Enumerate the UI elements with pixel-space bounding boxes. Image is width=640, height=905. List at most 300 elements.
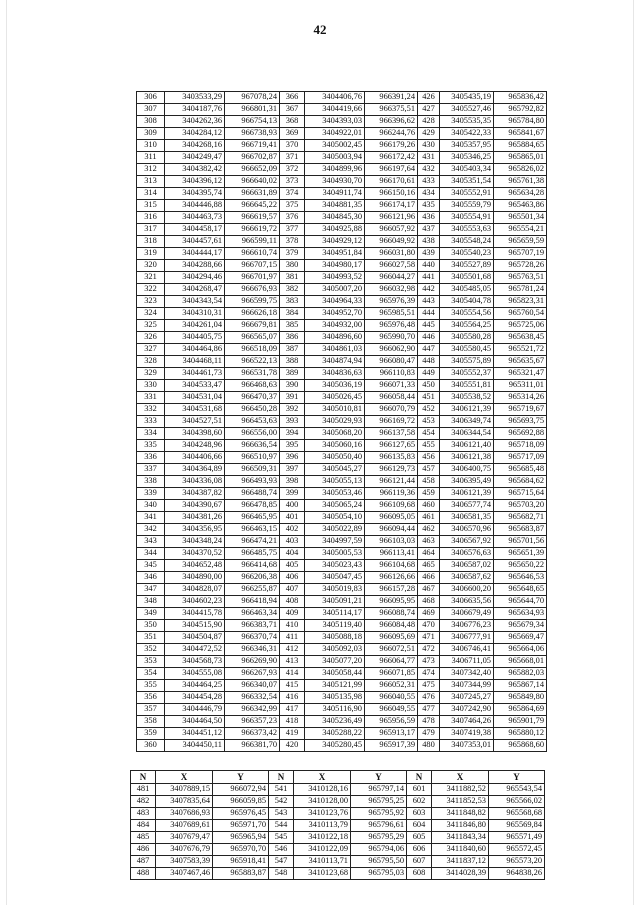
y-coordinate-cell: 966518,09 <box>225 344 280 356</box>
x-coordinate-cell: 3405036,19 <box>305 380 365 392</box>
point-number-cell: 330 <box>137 380 165 392</box>
point-number-cell: 313 <box>137 176 165 188</box>
point-number-cell: 315 <box>137 200 165 212</box>
point-number-cell: 462 <box>418 524 440 536</box>
y-coordinate-cell: 966104,68 <box>365 560 418 572</box>
x-coordinate-cell: 3405088,18 <box>305 632 365 644</box>
y-coordinate-cell: 965718,09 <box>494 440 547 452</box>
y-coordinate-cell: 965956,59 <box>365 716 418 728</box>
y-coordinate-cell: 966631,89 <box>225 188 280 200</box>
x-coordinate-cell: 3404464,25 <box>165 680 225 692</box>
point-number-cell: 459 <box>418 488 440 500</box>
table-row <box>137 308 547 320</box>
y-coordinate-cell: 966701,97 <box>225 272 280 284</box>
y-coordinate-cell: 966370,74 <box>225 632 280 644</box>
point-number-cell: 443 <box>418 296 440 308</box>
table-row <box>137 440 547 452</box>
table-row <box>137 164 547 176</box>
table-row <box>137 728 547 740</box>
x-coordinate-cell: 3411846,80 <box>432 820 489 832</box>
y-coordinate-cell: 966531,78 <box>225 368 280 380</box>
y-coordinate-cell: 966095,69 <box>365 632 418 644</box>
point-number-cell: 357 <box>137 704 165 716</box>
x-coordinate-cell: 3407419,38 <box>440 728 494 740</box>
point-number-cell: 402 <box>280 524 305 536</box>
y-coordinate-cell: 966052,31 <box>365 680 418 692</box>
y-coordinate-cell: 966072,51 <box>365 644 418 656</box>
x-coordinate-cell: 3404993,52 <box>305 272 365 284</box>
table-row <box>137 404 547 416</box>
point-number-cell: 450 <box>418 380 440 392</box>
x-coordinate-cell: 3405026,45 <box>305 392 365 404</box>
y-coordinate-cell: 966197,64 <box>365 164 418 176</box>
point-number-cell: 359 <box>137 728 165 740</box>
x-coordinate-cell: 3404396,12 <box>165 176 225 188</box>
x-coordinate-cell: 3407242,90 <box>440 704 494 716</box>
page-number: 42 <box>313 22 327 37</box>
y-coordinate-cell: 966157,28 <box>365 584 418 596</box>
x-coordinate-cell: 3404930,70 <box>305 176 365 188</box>
y-coordinate-cell: 965784,80 <box>494 116 547 128</box>
point-number-cell: 348 <box>137 596 165 608</box>
y-coordinate-cell: 965717,09 <box>494 452 547 464</box>
y-coordinate-cell: 965311,01 <box>494 380 547 392</box>
point-number-cell: 451 <box>418 392 440 404</box>
y-coordinate-cell: 966172,42 <box>365 152 418 164</box>
point-number-cell: 606 <box>407 844 432 856</box>
table-row <box>137 476 547 488</box>
y-coordinate-cell: 965841,67 <box>494 128 547 140</box>
y-coordinate-cell: 965682,71 <box>494 512 547 524</box>
point-number-cell: 398 <box>280 476 305 488</box>
table-row <box>137 716 547 728</box>
point-number-cell: 367 <box>280 104 305 116</box>
x-coordinate-cell: 3405002,45 <box>305 140 365 152</box>
x-coordinate-cell: 3404419,66 <box>305 104 365 116</box>
y-coordinate-cell: 966071,33 <box>365 380 418 392</box>
y-coordinate-cell: 965864,69 <box>494 704 547 716</box>
point-number-cell: 476 <box>418 692 440 704</box>
point-number-cell: 452 <box>418 404 440 416</box>
x-coordinate-cell: 3404899,96 <box>305 164 365 176</box>
point-number-cell: 411 <box>280 632 305 644</box>
point-number-cell: 446 <box>418 332 440 344</box>
x-coordinate-cell: 3404464,50 <box>165 716 225 728</box>
table-row <box>137 680 547 692</box>
point-number-cell: 412 <box>280 644 305 656</box>
point-number-cell: 406 <box>280 572 305 584</box>
y-coordinate-cell: 966088,74 <box>365 608 418 620</box>
table-row <box>131 796 545 808</box>
x-coordinate-cell: 3404602,23 <box>165 596 225 608</box>
point-number-cell: 466 <box>418 572 440 584</box>
table-row <box>137 416 547 428</box>
y-coordinate-cell: 965634,93 <box>494 608 547 620</box>
point-number-cell: 414 <box>280 668 305 680</box>
point-number-cell: 605 <box>407 832 432 844</box>
y-coordinate-cell: 966332,54 <box>225 692 280 704</box>
point-number-cell: 483 <box>131 808 156 820</box>
table-row <box>131 844 545 856</box>
point-number-cell: 467 <box>418 584 440 596</box>
y-coordinate-cell: 965781,24 <box>494 284 547 296</box>
point-number-cell: 455 <box>418 440 440 452</box>
x-coordinate-cell: 3404249,47 <box>165 152 225 164</box>
point-number-cell: 419 <box>280 728 305 740</box>
y-coordinate-cell: 965761,38 <box>494 176 547 188</box>
y-coordinate-cell: 965314,26 <box>494 392 547 404</box>
x-coordinate-cell: 3404390,67 <box>165 500 225 512</box>
x-coordinate-cell: 3404911,74 <box>305 188 365 200</box>
x-coordinate-cell: 3404515,90 <box>165 620 225 632</box>
x-coordinate-cell: 3405357,95 <box>440 140 494 152</box>
x-coordinate-cell: 3404451,12 <box>165 728 225 740</box>
x-coordinate-cell: 3405485,05 <box>440 284 494 296</box>
y-coordinate-cell: 966169,72 <box>365 416 418 428</box>
x-coordinate-cell: 3404454,28 <box>165 692 225 704</box>
point-number-cell: 471 <box>418 632 440 644</box>
y-coordinate-cell: 965867,14 <box>494 680 547 692</box>
scan-edge-left <box>6 0 7 905</box>
x-coordinate-cell: 3407835,64 <box>156 796 213 808</box>
table-row <box>137 488 547 500</box>
x-coordinate-cell: 3405580,45 <box>440 344 494 356</box>
point-number-cell: 441 <box>418 272 440 284</box>
point-number-cell: 368 <box>280 116 305 128</box>
y-coordinate-cell: 965976,48 <box>365 320 418 332</box>
x-coordinate-cell: 3404262,36 <box>165 116 225 128</box>
y-coordinate-cell: 965572,45 <box>489 844 545 856</box>
y-coordinate-cell: 967078,24 <box>225 92 280 104</box>
x-coordinate-cell: 3405580,28 <box>440 332 494 344</box>
point-number-cell: 447 <box>418 344 440 356</box>
y-coordinate-cell: 966485,75 <box>225 548 280 560</box>
y-coordinate-cell: 966072,94 <box>213 784 269 796</box>
x-coordinate-cell: 3407686,93 <box>156 808 213 820</box>
point-number-cell: 347 <box>137 584 165 596</box>
y-coordinate-cell: 965648,65 <box>494 584 547 596</box>
point-number-cell: 381 <box>280 272 305 284</box>
x-coordinate-cell: 3407679,47 <box>156 832 213 844</box>
y-coordinate-cell: 966084,48 <box>365 620 418 632</box>
x-coordinate-cell: 3411882,52 <box>432 784 489 796</box>
y-coordinate-cell: 965976,45 <box>213 808 269 820</box>
table-row <box>137 692 547 704</box>
point-number-cell: 355 <box>137 680 165 692</box>
y-coordinate-cell: 966357,23 <box>225 716 280 728</box>
x-coordinate-cell: 3404533,47 <box>165 380 225 392</box>
point-number-cell: 463 <box>418 536 440 548</box>
point-number-cell: 380 <box>280 260 305 272</box>
point-number-cell: 388 <box>280 356 305 368</box>
point-number-cell: 338 <box>137 476 165 488</box>
point-number-cell: 417 <box>280 704 305 716</box>
x-coordinate-cell: 3410123,76 <box>294 808 351 820</box>
x-coordinate-cell: 3410122,18 <box>294 832 351 844</box>
y-coordinate-cell: 966463,34 <box>225 608 280 620</box>
y-coordinate-cell: 965976,39 <box>365 296 418 308</box>
x-coordinate-cell: 3404261,04 <box>165 320 225 332</box>
table-row <box>131 820 545 832</box>
point-number-cell: 546 <box>269 844 294 856</box>
x-coordinate-cell: 3404952,70 <box>305 308 365 320</box>
y-coordinate-cell: 966174,17 <box>365 200 418 212</box>
table-row <box>137 380 547 392</box>
point-number-cell: 390 <box>280 380 305 392</box>
y-coordinate-cell: 966619,72 <box>225 224 280 236</box>
x-coordinate-cell: 3405060,16 <box>305 440 365 452</box>
x-coordinate-cell: 3404504,87 <box>165 632 225 644</box>
y-coordinate-cell: 965796,61 <box>351 820 407 832</box>
x-coordinate-cell: 3405236,49 <box>305 716 365 728</box>
point-number-cell: 371 <box>280 152 305 164</box>
header-x: X <box>432 771 489 784</box>
x-coordinate-cell: 3406400,75 <box>440 464 494 476</box>
y-coordinate-cell: 965836,42 <box>494 92 547 104</box>
y-coordinate-cell: 966478,85 <box>225 500 280 512</box>
point-number-cell: 404 <box>280 548 305 560</box>
point-number-cell: 354 <box>137 668 165 680</box>
point-number-cell: 470 <box>418 620 440 632</box>
x-coordinate-cell: 3404468,11 <box>165 356 225 368</box>
point-number-cell: 373 <box>280 176 305 188</box>
point-number-cell: 316 <box>137 212 165 224</box>
x-coordinate-cell: 3411837,12 <box>432 856 489 868</box>
x-coordinate-cell: 3404951,84 <box>305 248 365 260</box>
point-number-cell: 602 <box>407 796 432 808</box>
y-coordinate-cell: 965685,48 <box>494 464 547 476</box>
table-row <box>137 212 547 224</box>
y-coordinate-cell: 966206,38 <box>225 572 280 584</box>
x-coordinate-cell: 3405552,37 <box>440 368 494 380</box>
point-number-cell: 469 <box>418 608 440 620</box>
point-number-cell: 339 <box>137 488 165 500</box>
y-coordinate-cell: 966110,83 <box>365 368 418 380</box>
y-coordinate-cell: 965703,20 <box>494 500 547 512</box>
y-coordinate-cell: 965569,84 <box>489 820 545 832</box>
table-row <box>137 632 547 644</box>
x-coordinate-cell: 3404393,03 <box>305 116 365 128</box>
point-number-cell: 386 <box>280 332 305 344</box>
x-coordinate-cell: 3405552,91 <box>440 188 494 200</box>
x-coordinate-cell: 3405091,21 <box>305 596 365 608</box>
y-coordinate-cell: 966599,11 <box>225 236 280 248</box>
point-number-cell: 541 <box>269 784 294 796</box>
y-coordinate-cell: 965543,54 <box>489 784 545 796</box>
y-coordinate-cell: 966137,58 <box>365 428 418 440</box>
x-coordinate-cell: 3404861,03 <box>305 344 365 356</box>
point-number-cell: 344 <box>137 548 165 560</box>
header-x: X <box>294 771 351 784</box>
x-coordinate-cell: 3404356,95 <box>165 524 225 536</box>
y-coordinate-cell: 966474,21 <box>225 536 280 548</box>
y-coordinate-cell: 965321,47 <box>494 368 547 380</box>
x-coordinate-cell: 3410113,79 <box>294 820 351 832</box>
y-coordinate-cell: 966626,18 <box>225 308 280 320</box>
x-coordinate-cell: 3404446,79 <box>165 704 225 716</box>
x-coordinate-cell: 3407344,99 <box>440 680 494 692</box>
header-x: X <box>156 771 213 784</box>
x-coordinate-cell: 3405346,25 <box>440 152 494 164</box>
point-number-cell: 484 <box>131 820 156 832</box>
point-number-cell: 353 <box>137 656 165 668</box>
y-coordinate-cell: 966610,74 <box>225 248 280 260</box>
y-coordinate-cell: 966418,94 <box>225 596 280 608</box>
x-coordinate-cell: 3404461,73 <box>165 368 225 380</box>
x-coordinate-cell: 3405065,24 <box>305 500 365 512</box>
y-coordinate-cell: 966049,92 <box>365 236 418 248</box>
point-number-cell: 433 <box>418 176 440 188</box>
point-number-cell: 479 <box>418 728 440 740</box>
y-coordinate-cell: 966340,07 <box>225 680 280 692</box>
y-coordinate-cell: 965795,29 <box>351 832 407 844</box>
x-coordinate-cell: 3404457,61 <box>165 236 225 248</box>
x-coordinate-cell: 3406587,02 <box>440 560 494 572</box>
y-coordinate-cell: 965880,12 <box>494 728 547 740</box>
y-coordinate-cell: 966738,93 <box>225 128 280 140</box>
point-number-cell: 307 <box>137 104 165 116</box>
y-coordinate-cell: 965795,25 <box>351 796 407 808</box>
y-coordinate-cell: 966373,42 <box>225 728 280 740</box>
x-coordinate-cell: 3405003,94 <box>305 152 365 164</box>
coordinates-table-second-body <box>131 784 545 880</box>
y-coordinate-cell: 966599,75 <box>225 296 280 308</box>
y-coordinate-cell: 966094,44 <box>365 524 418 536</box>
y-coordinate-cell: 966470,37 <box>225 392 280 404</box>
y-coordinate-cell: 966267,93 <box>225 668 280 680</box>
x-coordinate-cell: 3411848,82 <box>432 808 489 820</box>
y-coordinate-cell: 966032,98 <box>365 284 418 296</box>
y-coordinate-cell: 966121,96 <box>365 212 418 224</box>
x-coordinate-cell: 3407464,26 <box>440 716 494 728</box>
table-row <box>137 536 547 548</box>
x-coordinate-cell: 3406777,91 <box>440 632 494 644</box>
point-number-cell: 428 <box>418 116 440 128</box>
x-coordinate-cell: 3404845,30 <box>305 212 365 224</box>
header-n: N <box>407 771 432 784</box>
point-number-cell: 385 <box>280 320 305 332</box>
y-coordinate-cell: 965794,06 <box>351 844 407 856</box>
point-number-cell: 396 <box>280 452 305 464</box>
x-coordinate-cell: 3406600,20 <box>440 584 494 596</box>
y-coordinate-cell: 965990,70 <box>365 332 418 344</box>
point-number-cell: 369 <box>280 128 305 140</box>
y-coordinate-cell: 966396,62 <box>365 116 418 128</box>
point-number-cell: 607 <box>407 856 432 868</box>
point-number-cell: 409 <box>280 608 305 620</box>
x-coordinate-cell: 3405551,81 <box>440 380 494 392</box>
y-coordinate-cell: 965865,01 <box>494 152 547 164</box>
y-coordinate-cell: 966754,13 <box>225 116 280 128</box>
y-coordinate-cell: 966391,24 <box>365 92 418 104</box>
table-row <box>137 344 547 356</box>
point-number-cell: 394 <box>280 428 305 440</box>
y-coordinate-cell: 965970,70 <box>213 844 269 856</box>
x-coordinate-cell: 3405068,20 <box>305 428 365 440</box>
point-number-cell: 322 <box>137 284 165 296</box>
point-number-cell: 458 <box>418 476 440 488</box>
point-number-cell: 366 <box>280 92 305 104</box>
point-number-cell: 356 <box>137 692 165 704</box>
point-number-cell: 485 <box>131 832 156 844</box>
x-coordinate-cell: 3405007,20 <box>305 284 365 296</box>
point-number-cell: 545 <box>269 832 294 844</box>
y-coordinate-cell: 966801,31 <box>225 104 280 116</box>
x-coordinate-cell: 3404458,17 <box>165 224 225 236</box>
point-number-cell: 326 <box>137 332 165 344</box>
y-coordinate-cell: 965566,02 <box>489 796 545 808</box>
y-coordinate-cell: 966113,41 <box>365 548 418 560</box>
y-coordinate-cell: 966556,00 <box>225 428 280 440</box>
x-coordinate-cell: 3404922,01 <box>305 128 365 140</box>
x-coordinate-cell: 3404652,48 <box>165 560 225 572</box>
x-coordinate-cell: 3407467,46 <box>156 868 213 880</box>
table-row <box>137 572 547 584</box>
x-coordinate-cell: 3404463,73 <box>165 212 225 224</box>
point-number-cell: 416 <box>280 692 305 704</box>
point-number-cell: 477 <box>418 704 440 716</box>
table-row <box>137 128 547 140</box>
point-number-cell: 340 <box>137 500 165 512</box>
y-coordinate-cell: 966095,95 <box>365 596 418 608</box>
y-coordinate-cell: 966702,87 <box>225 152 280 164</box>
x-coordinate-cell: 3406746,41 <box>440 644 494 656</box>
point-number-cell: 341 <box>137 512 165 524</box>
x-coordinate-cell: 3404929,12 <box>305 236 365 248</box>
point-number-cell: 418 <box>280 716 305 728</box>
x-coordinate-cell: 3411843,34 <box>432 832 489 844</box>
x-coordinate-cell: 3405005,53 <box>305 548 365 560</box>
point-number-cell: 487 <box>131 856 156 868</box>
point-number-cell: 392 <box>280 404 305 416</box>
table-row <box>137 596 547 608</box>
point-number-cell: 468 <box>418 596 440 608</box>
point-number-cell: 407 <box>280 584 305 596</box>
point-number-cell: 319 <box>137 248 165 260</box>
x-coordinate-cell: 3404406,66 <box>165 452 225 464</box>
table-row <box>137 392 547 404</box>
point-number-cell: 454 <box>418 428 440 440</box>
table-row <box>137 608 547 620</box>
x-coordinate-cell: 3405288,22 <box>305 728 365 740</box>
coordinates-table-second <box>130 770 545 880</box>
point-number-cell: 336 <box>137 452 165 464</box>
point-number-cell: 435 <box>418 200 440 212</box>
point-number-cell: 349 <box>137 608 165 620</box>
point-number-cell: 478 <box>418 716 440 728</box>
x-coordinate-cell: 3405564,25 <box>440 320 494 332</box>
point-number-cell: 389 <box>280 368 305 380</box>
point-number-cell: 608 <box>407 868 432 880</box>
y-coordinate-cell: 965985,51 <box>365 308 418 320</box>
point-number-cell: 399 <box>280 488 305 500</box>
point-number-cell: 401 <box>280 512 305 524</box>
x-coordinate-cell: 3404187,76 <box>165 104 225 116</box>
x-coordinate-cell: 3405404,78 <box>440 296 494 308</box>
y-coordinate-cell: 965760,54 <box>494 308 547 320</box>
point-number-cell: 382 <box>280 284 305 296</box>
table-row <box>137 248 547 260</box>
point-number-cell: 324 <box>137 308 165 320</box>
x-coordinate-cell: 3410113,71 <box>294 856 351 868</box>
y-coordinate-cell: 966676,93 <box>225 284 280 296</box>
table-row <box>137 356 547 368</box>
point-number-cell: 342 <box>137 524 165 536</box>
point-number-cell: 351 <box>137 632 165 644</box>
x-coordinate-cell: 3405538,52 <box>440 392 494 404</box>
x-coordinate-cell: 3404348,24 <box>165 536 225 548</box>
y-coordinate-cell: 965646,53 <box>494 572 547 584</box>
